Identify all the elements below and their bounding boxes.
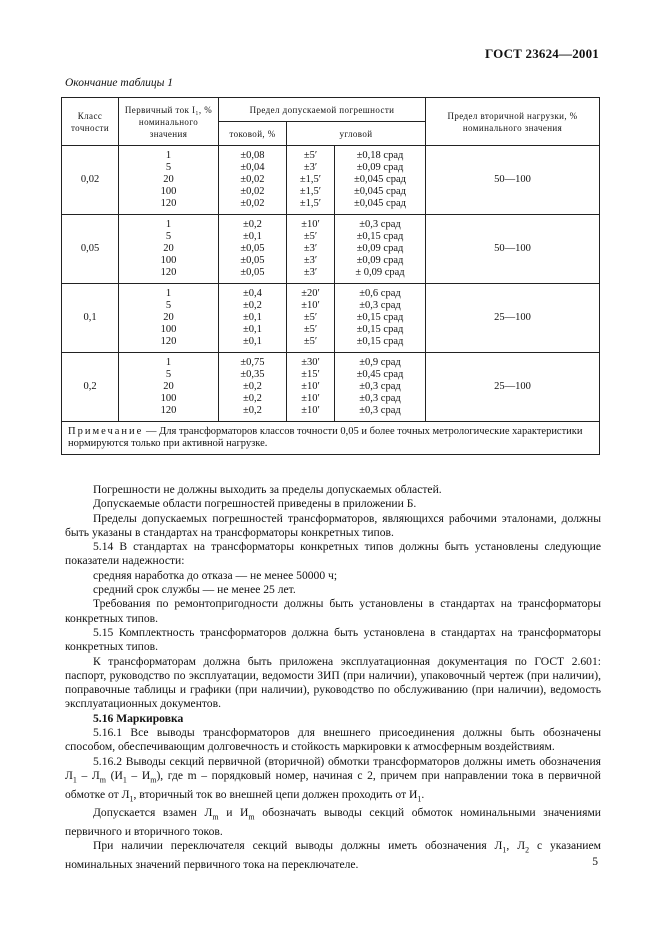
angle-minutes-cell: ±30′ ±15′ ±10′ ±10′ ±10′: [287, 353, 335, 422]
header-error-limit: Предел допускаемой погрешности: [219, 98, 426, 122]
angle-crad-cell: ±0,18 срад ±0,09 срад ±0,045 срад ±0,045 срад ±0,045 срад: [335, 146, 426, 215]
secondary-load-cell: 25—100: [426, 353, 600, 422]
secondary-load-cell: 25—100: [426, 284, 600, 353]
header-secondary-load: Предел вторичной нагрузки, % номинального значения: [426, 98, 600, 146]
paragraph: средняя наработка до отказа — не менее 50000 ч;: [93, 568, 338, 582]
table-row: [62, 353, 600, 422]
paragraph: Погрешности не должны выходить за пределы допускаемых областей.: [93, 483, 442, 496]
accuracy-class-cell: 0,2: [62, 353, 119, 422]
header-accuracy-class: Класс точности: [62, 98, 119, 146]
accuracy-class-cell: 0,02: [62, 146, 119, 215]
paragraph: Допускаемые области погрешностей приведены в приложении Б.: [93, 497, 417, 511]
table-row: [62, 146, 600, 215]
current-error-cell: ±0,4 ±0,2 ±0,1 ±0,1 ±0,1: [219, 284, 287, 353]
angle-minutes-cell: ±10′ ±5′ ±3′ ±3′ ±3′: [287, 215, 335, 284]
secondary-load-cell: 50—100: [426, 146, 600, 215]
accuracy-table: [61, 97, 600, 455]
current-error-cell: ±0,75 ±0,35 ±0,2 ±0,2 ±0,2: [219, 353, 287, 422]
table-row: [62, 284, 600, 353]
table-note: [62, 422, 600, 455]
secondary-load-cell: 50—100: [426, 215, 600, 284]
current-error-cell: ±0,08 ±0,04 ±0,02 ±0,02 ±0,02: [219, 146, 287, 215]
table-caption: Окончание таблицы 1: [65, 77, 173, 89]
note-text: — Для трансформаторов классов точности 0,05 и более точных метрологические характеристики нормируются только при активной нагрузке.: [68, 426, 583, 449]
paragraph: средний срок службы — не менее 25 лет.: [93, 583, 296, 597]
section-heading: 5.16 Маркировка: [93, 711, 184, 725]
header-angular-error: угловой: [287, 122, 426, 146]
paragraph: 5.16.2 Выводы секций первичной (вторичной) обмотки трансформаторов должны иметь обозначения $Л_1 - Л_m$ $(И_1 - И_m)$, где m – порядковый номер, начиная с 2, причем при направлении тока в первичной обмотке от $Л_1$, вторичный ток во внешней цепи должен проходить от $И_1$.: [65, 754, 601, 803]
paragraph: К трансформаторам должна быть приложена эксплуатационная документация по ГОСТ 2.601: паспорт, руководство по эксплуатации, ведомости ЗИП (при наличии), упаковочный чертеж (при наличии), поправочные таблицы и графики (при наличии), руководство по обслуживанию (при наличии), ведомость эксплуатационных документов.: [65, 654, 601, 711]
angle-minutes-cell: ±5′ ±3′ ±1,5′ ±1,5′ ±1,5′: [287, 146, 335, 215]
paragraph: Допускается взамен $Л_m$ и $И_m$ обозначать выводы секций обмоток номинальными значениями первичного и вторичного токов.: [65, 806, 601, 838]
accuracy-class-cell: 0,05: [62, 215, 119, 284]
current-error-cell: ±0,2 ±0,1 ±0,05 ±0,05 ±0,05: [219, 215, 287, 284]
primary-current-cell: 1 5 20 100 120: [119, 353, 219, 422]
body-text: [65, 483, 601, 872]
header-current-error: токовой, %: [219, 122, 287, 146]
paragraph: 5.16.1 Все выводы трансформаторов для внешнего присоединения должны быть обозначены способом, обеспечивающим долговечность и стойкость маркировки к атмосферным воздействиям.: [65, 726, 601, 754]
paragraph: Требования по ремонтопригодности должны быть установлены в стандартах на трансформаторы конкретных типов.: [65, 597, 601, 625]
primary-current-cell: 1 5 20 100 120: [119, 284, 219, 353]
angle-minutes-cell: ±20′ ±10′ ±5′ ±5′ ±5′: [287, 284, 335, 353]
page-number: 5: [592, 856, 598, 868]
table-row: [62, 215, 600, 284]
paragraph: Пределы допускаемых погрешностей трансформаторов, являющихся рабочими эталонами, должны быть указаны в стандартах на трансформаторы конкретных типов.: [65, 511, 601, 539]
paragraph: 5.15 Комплектность трансформаторов должна быть установлена в стандартах на трансформаторы конкретных типов.: [65, 625, 601, 654]
primary-current-cell: 1 5 20 100 120: [119, 215, 219, 284]
paragraph: При наличии переключателя секций выводы должны иметь обозначения $Л_1$, $Л_2$ с указанием номинальных значений первичного тока на переключателе.: [65, 839, 601, 871]
header-primary-current: Первичный ток I₁, % номинального значения: [119, 98, 219, 146]
paragraph: 5.14 В стандартах на трансформаторы конкретных типов должны быть установлены следующие показатели надежности:: [65, 540, 601, 568]
primary-current-cell: 1 5 20 100 120: [119, 146, 219, 215]
standard-code: ГОСТ 23624—2001: [484, 46, 599, 61]
angle-crad-cell: ±0,3 срад ±0,15 срад ±0,09 срад ±0,09 срад ± 0,09 срад: [335, 215, 426, 284]
angle-crad-cell: ±0,6 срад ±0,3 срад ±0,15 срад ±0,15 срад ±0,15 срад: [335, 284, 426, 353]
accuracy-class-cell: 0,1: [62, 284, 119, 353]
note-label: Примечание: [68, 426, 144, 437]
angle-crad-cell: ±0,9 срад ±0,45 срад ±0,3 срад ±0,3 срад ±0,3 срад: [335, 353, 426, 422]
